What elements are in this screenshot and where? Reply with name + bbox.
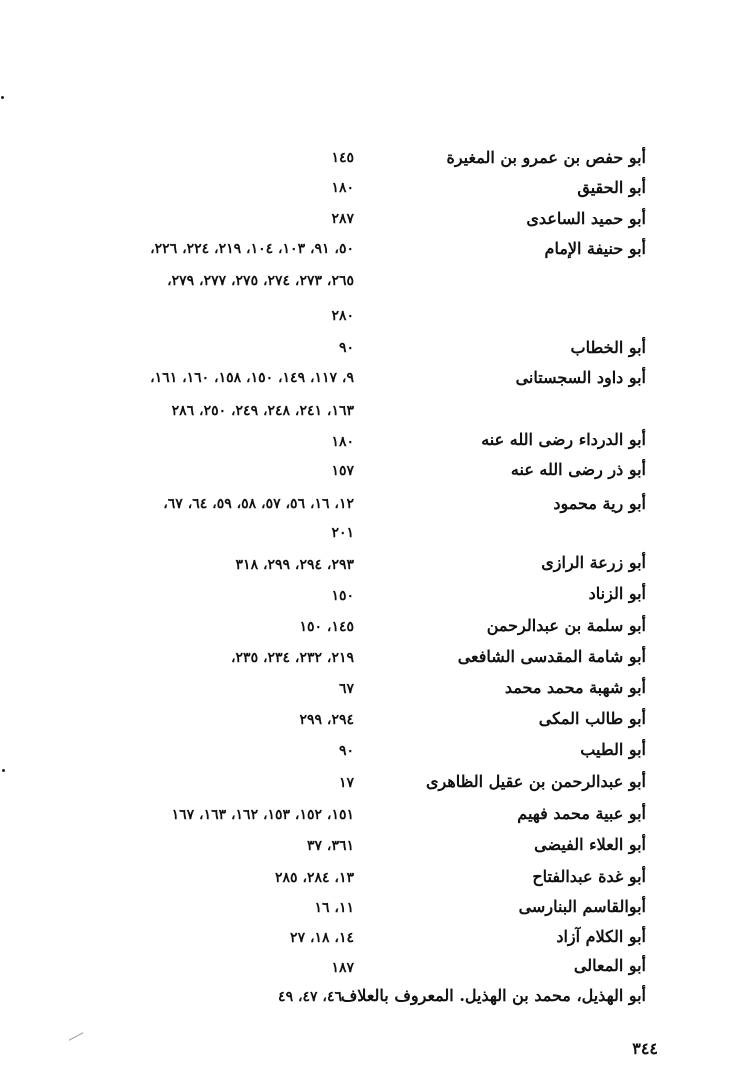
- entry-name: أبو الحقيق: [577, 178, 646, 197]
- entry-name: أبو ذر رضى الله عنه: [510, 460, 646, 479]
- entry-name: أبو الخطاب: [570, 338, 646, 357]
- entry-pages: ١٥٧: [331, 463, 354, 479]
- entry-name: أبو عبدالرحمن بن عقيل الظاهرى: [425, 772, 646, 791]
- entry-pages: ٩٠: [338, 743, 354, 759]
- entry-pages: ١٦٣، ٢٤١، ٢٤٨، ٢٤٩، ٢٥٠، ٢٨٦: [171, 403, 354, 419]
- entry-name: أبو الكلام آزاد: [556, 927, 646, 946]
- entry-pages: ١٨٧: [331, 960, 354, 976]
- entry-name: أبو الدرداء رضى الله عنه: [481, 430, 646, 449]
- entry-name: أبو داود السجستانى: [515, 368, 646, 387]
- entry-name: أبو شهبة محمد محمد: [504, 678, 646, 697]
- entry-pages: ١٤، ١٨، ٢٧: [290, 930, 354, 946]
- scan-speck: [2, 769, 5, 772]
- entry-pages: ١٥٠: [331, 588, 354, 604]
- entry-name: أبو طالب المكى: [538, 709, 646, 728]
- entry-pages: ٢١٩، ٢٣٢، ٢٣٤، ٢٣٥،: [231, 650, 354, 666]
- entry-name: أبو حميد الساعدى: [526, 209, 646, 228]
- entry-pages: ٢٨٠: [331, 308, 354, 324]
- entry-name: أبو حفص بن عمرو بن المغيرة: [446, 148, 646, 167]
- entry-pages: ٩٠: [338, 340, 354, 356]
- entry-name: أبو الزناد: [588, 584, 646, 603]
- entry-name: أبو الطيب: [580, 740, 646, 759]
- entry-name: أبو زرعة الرازى: [541, 553, 646, 572]
- entry-pages: ١١، ١٦: [314, 900, 354, 916]
- entry-name: أبو سلمة بن عبدالرحمن: [486, 616, 646, 635]
- entry-pages: ١٧: [338, 775, 354, 791]
- entry-name: أبوالقاسم البنارسى: [518, 897, 646, 916]
- entry-pages: ٥٠، ٩١، ١٠٣، ١٠٤، ٢١٩، ٢٢٤، ٢٢٦،: [150, 241, 354, 257]
- entry-pages: ٢٩٤، ٢٩٩: [299, 712, 354, 728]
- scan-speck: [1, 96, 4, 99]
- entry-name: أبو المعالى: [573, 956, 646, 975]
- entry-pages: ١٤٥: [331, 150, 354, 166]
- entry-name: أبو الهذيل، محمد بن الهذيل. المعروف بالعلاف: [340, 986, 646, 1005]
- entry-pages: ١٨٠: [331, 180, 354, 196]
- entry-pages: ٩، ١١٧، ١٤٩، ١٥٠، ١٥٨، ١٦٠، ١٦١،: [150, 370, 354, 386]
- entry-pages: ١٤٥، ١٥٠: [299, 619, 354, 635]
- entry-pages: ٢٦٥، ٢٧٣، ٢٧٤، ٢٧٥، ٢٧٧، ٢٧٩،: [167, 273, 354, 289]
- entry-pages: ١٨٠: [331, 434, 354, 450]
- entry-name: أبو غدة عبدالفتاح: [532, 867, 646, 886]
- entry-name: أبو شامة المقدسى الشافعى: [457, 647, 646, 666]
- entry-name: أبو حنيفة الإمام: [544, 239, 646, 258]
- entry-pages: ٤٦، ٤٧، ٤٩: [278, 989, 342, 1005]
- entry-pages: ٢٠١: [331, 525, 354, 541]
- entry-name: أبو عبية محمد فهيم: [517, 804, 646, 823]
- entry-name: أبو رية محمود: [553, 494, 646, 513]
- entry-name: أبو العلاء الفيضى: [534, 835, 646, 854]
- entry-pages: ٢٨٧: [331, 211, 354, 227]
- entry-pages: ١٥١، ١٥٢، ١٥٣، ١٦٢، ١٦٣، ١٦٧: [171, 807, 354, 823]
- entry-pages: ٦٧: [338, 681, 354, 697]
- entry-pages: ١٣، ٢٨٤، ٢٨٥: [275, 870, 354, 886]
- page-number: ٣٤٤: [632, 1039, 658, 1058]
- entry-pages: ٢٩٣، ٢٩٤، ٢٩٩، ٣١٨: [235, 557, 354, 573]
- entry-pages: ١٢، ١٦، ٥٦، ٥٧، ٥٨، ٥٩، ٦٤، ٦٧،: [163, 496, 354, 512]
- entry-pages: ٣٦١، ٣٧: [306, 838, 354, 854]
